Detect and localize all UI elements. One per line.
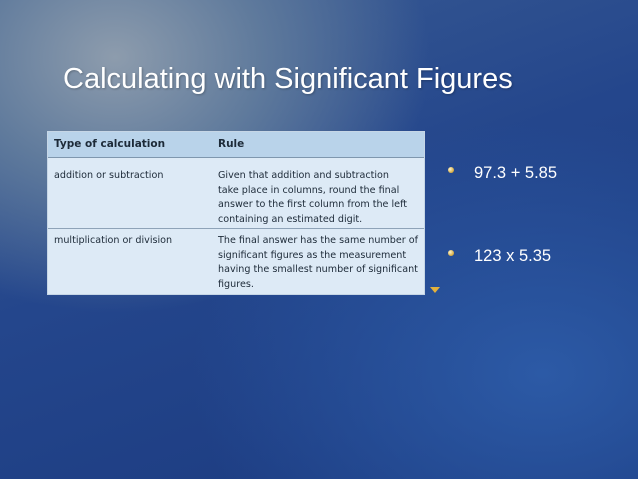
bullet-dot-icon	[448, 250, 454, 256]
row-multiplication-type: multiplication or division	[54, 235, 173, 246]
rule-line: The final answer has the same number of	[218, 235, 419, 246]
rule-line: take place in columns, round the final	[218, 184, 400, 196]
rule-line: figures.	[218, 278, 254, 290]
bullet-dot-icon	[448, 167, 454, 173]
slide-title: Calculating with Significant Figures	[63, 63, 513, 95]
row-addition-type: addition or subtraction	[54, 170, 164, 181]
bullet-text: 123 x 5.35	[474, 247, 552, 265]
dropdown-marker-icon[interactable]	[430, 287, 440, 293]
table-header-row	[48, 132, 424, 158]
header-type-of-calculation: Type of calculation	[54, 138, 166, 150]
bullet-text: 97.3 + 5.85	[474, 164, 558, 182]
rule-line: containing an estimated digit.	[218, 213, 363, 225]
rules-table	[47, 131, 425, 295]
row-addition-rule	[218, 169, 418, 227]
header-rule: Rule	[218, 138, 245, 150]
rule-line: significant figures as the measurement	[218, 249, 407, 261]
rule-line: answer to the first column from the left	[218, 199, 408, 211]
row-multiplication-rule	[218, 234, 423, 292]
rule-line: having the smallest number of significant	[218, 264, 418, 276]
row-divider	[48, 228, 424, 229]
rule-line: Given that addition and subtraction	[218, 170, 389, 181]
